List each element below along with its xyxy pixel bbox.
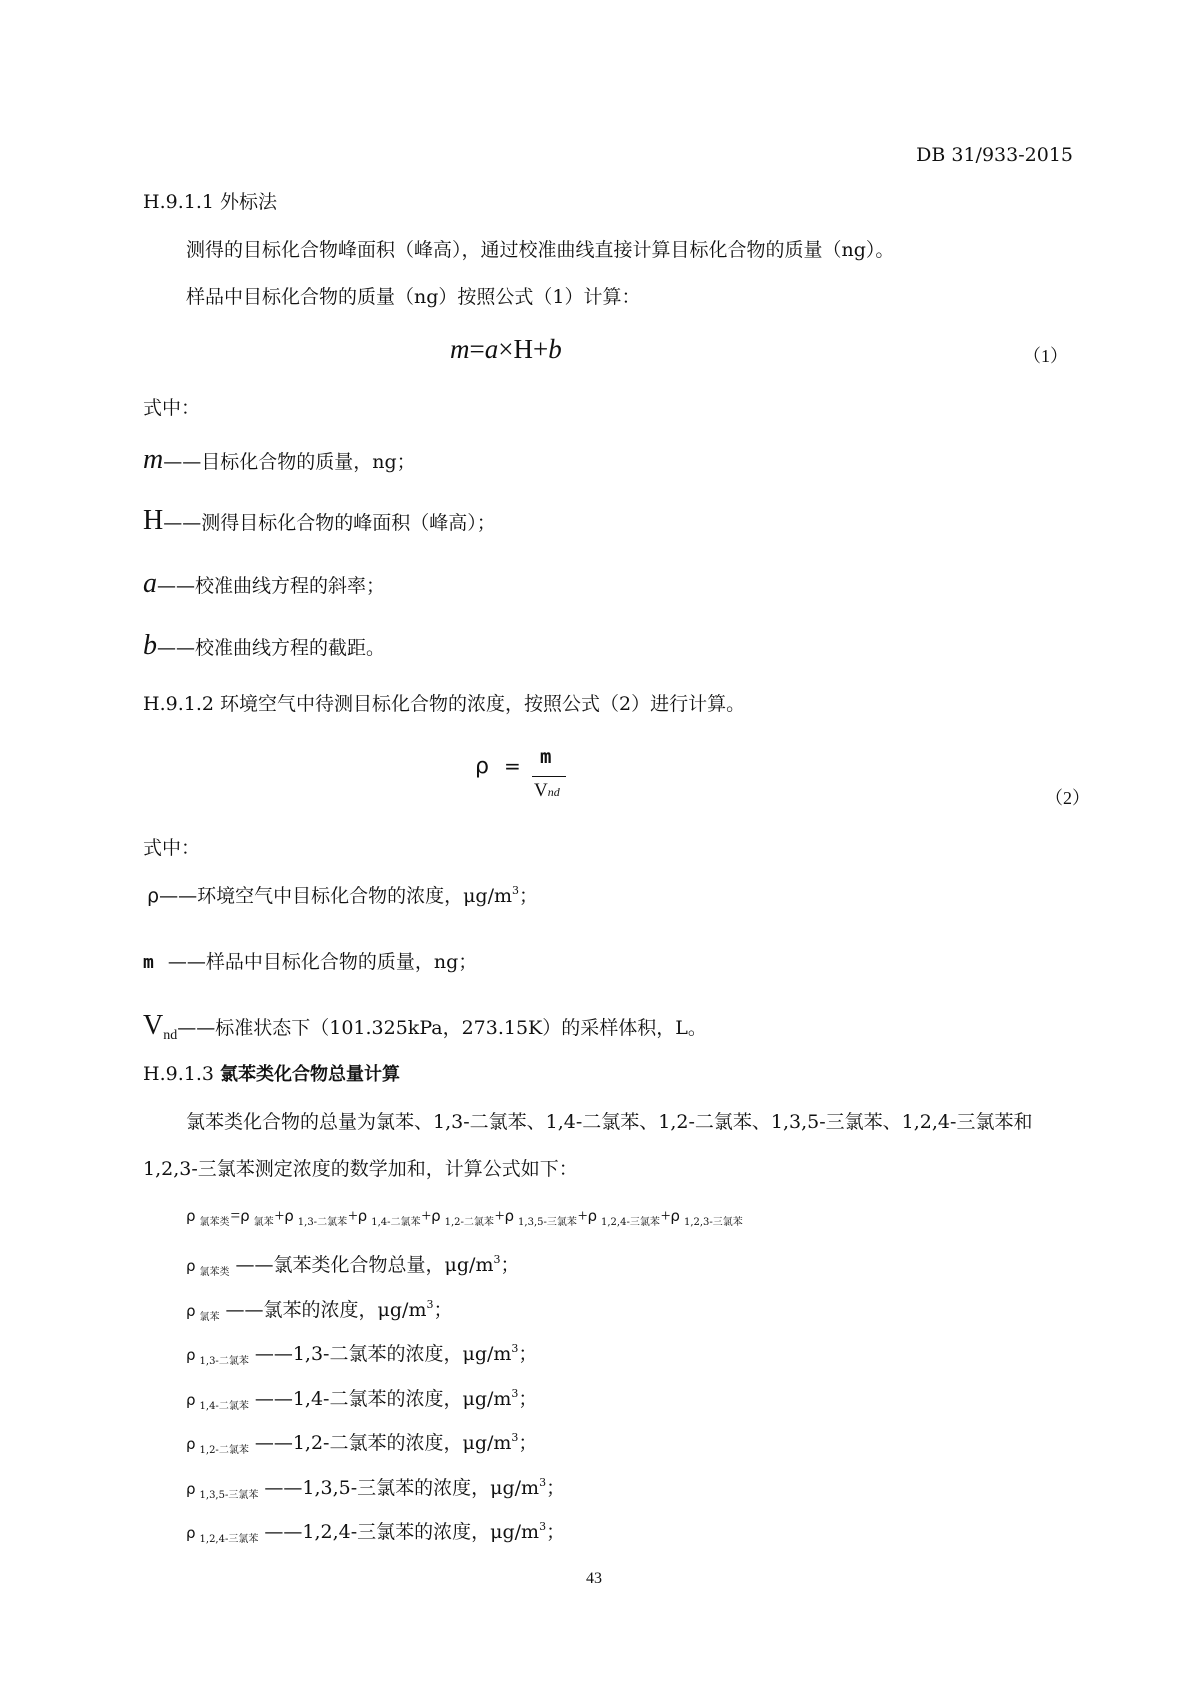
definition-a: a——校准曲线方程的斜率；	[143, 568, 386, 599]
definition-sub: 氯苯	[199, 1311, 220, 1323]
fraction-numerator: m	[540, 746, 552, 768]
formula-operator: +	[421, 1206, 432, 1225]
definition-end: ；	[546, 1521, 566, 1543]
definition-rho: ρ	[186, 1301, 196, 1320]
sum-formula	[186, 1206, 744, 1228]
definition-sup: 3	[511, 1342, 519, 1355]
definition-desc: ——1,2,4-三氯苯的浓度，μg/m	[264, 1521, 540, 1543]
definition-desc: ——1,2-二氯苯的浓度，μg/m	[254, 1432, 512, 1454]
formula-operator: +	[577, 1206, 588, 1225]
formula-subscript: 1,2,3-三氯苯	[683, 1217, 743, 1228]
definition-desc: ——1,3-二氯苯的浓度，μg/m	[254, 1343, 512, 1365]
definition-sup: 3	[426, 1297, 434, 1311]
section-heading-h911: H.9.1.1 外标法	[143, 191, 277, 213]
definition-row	[186, 1339, 537, 1367]
formula-subscript: 1,3-二氯苯	[297, 1217, 348, 1228]
section-heading-h912: H.9.1.2 环境空气中待测目标化合物的浓度，按照公式（2）进行计算。	[143, 693, 746, 715]
equation-2-equals: =	[504, 754, 521, 778]
paragraph: 氯苯类化合物的总量为氯苯、1,3-二氯苯、1,4-二氯苯、1,2-二氯苯、1,3,5-三氯苯、1,2,4-三氯苯和	[186, 1111, 1033, 1133]
formula-operator: +	[274, 1206, 285, 1225]
formula-subscript: 氯苯	[253, 1217, 274, 1228]
definition-rho: ρ	[186, 1479, 196, 1498]
definition-desc: ——1,3,5-三氯苯的浓度，μg/m	[264, 1476, 540, 1499]
definition-b: b——校准曲线方程的截距。	[143, 630, 386, 661]
definition-end: ；	[433, 1298, 453, 1321]
formula-operator: +	[494, 1206, 505, 1225]
definition-sub: 氯苯类	[199, 1267, 230, 1278]
definition-sup: 3	[511, 1386, 519, 1400]
definition-m: m——目标化合物的质量，ng；	[143, 444, 416, 475]
definition-rho: ρ	[186, 1524, 196, 1542]
definition-row	[186, 1250, 519, 1278]
section-heading-h913: H.9.1.3 氯苯类化合物总量计算	[143, 1063, 400, 1085]
definition-h: H——测得目标化合物的峰面积（峰高）；	[143, 505, 496, 536]
formula-operator: +	[660, 1206, 671, 1225]
definition-row	[186, 1384, 537, 1412]
definition-rho: ρ	[186, 1435, 196, 1453]
equation-2-rho: ρ	[475, 754, 489, 779]
definition-rho: ρ	[186, 1257, 196, 1275]
formula-rho: ρ	[587, 1207, 597, 1225]
formula-subscript: 1,4-二氯苯	[371, 1217, 421, 1228]
definition-desc: ——氯苯的浓度，μg/m	[225, 1298, 427, 1321]
definition-sub: 1,2,4-三氯苯	[199, 1534, 259, 1545]
definition-end: ；	[500, 1254, 520, 1276]
definition-row	[186, 1295, 452, 1323]
formula-subscript: 1,2,4-三氯苯	[601, 1217, 660, 1228]
definition-rho: ρ——环境空气中目标化合物的浓度，$\mu g/m^3$；	[147, 884, 539, 907]
definition-end: ；	[518, 1432, 538, 1454]
paragraph: 1,2,3-三氯苯测定浓度的数学加和，计算公式如下：	[143, 1158, 578, 1180]
definition-m: m ——样品中目标化合物的质量，ng；	[143, 951, 478, 973]
definition-desc: ——1,4-二氯苯的浓度，μg/m	[254, 1387, 512, 1410]
definition-rho: ρ	[186, 1346, 196, 1364]
formula-rho: ρ	[357, 1207, 368, 1225]
paragraph: 测得的目标化合物峰面积（峰高），通过校准曲线直接计算目标化合物的质量（ng）。	[186, 239, 895, 261]
formula-rho: ρ	[284, 1207, 294, 1225]
formula-operator: +	[348, 1206, 358, 1225]
definition-desc: ——氯苯类化合物总量，μg/m	[235, 1254, 494, 1276]
formula-rho: ρ	[240, 1207, 250, 1225]
formula-rho: ρ	[670, 1207, 680, 1225]
equation-2-fraction	[532, 740, 568, 800]
formula-subscript: 1,3,5-三氯苯	[518, 1217, 577, 1228]
fraction-denominator: Vnd	[534, 780, 560, 801]
fraction-bar	[532, 776, 566, 777]
equation-1: m=a×H+b	[450, 334, 562, 364]
page-number: 43	[586, 1570, 602, 1587]
formula-subscript: 1,2-二氯苯	[444, 1217, 494, 1228]
definition-vnd: Vnd——标准状态下（101.325kPa，273.15K）的采样体积，L。	[143, 1010, 707, 1043]
definition-row	[186, 1473, 565, 1501]
definition-sup: 3	[511, 1431, 519, 1444]
document-id: DB 31/933-2015	[916, 144, 1073, 166]
definition-sub: 1,3,5-三氯苯	[199, 1489, 259, 1501]
formula-operator: =	[230, 1206, 241, 1225]
equation-number: （1）	[1023, 346, 1068, 366]
definition-sup: 3	[493, 1253, 501, 1266]
where-label: 式中：	[143, 397, 201, 419]
where-label: 式中：	[143, 837, 201, 859]
formula-rho: ρ	[186, 1207, 196, 1225]
definition-end: ；	[518, 1343, 538, 1365]
definition-end: ；	[546, 1476, 566, 1499]
definition-sub: 1,2-二氯苯	[199, 1445, 249, 1456]
definition-rho: ρ	[186, 1390, 196, 1409]
definition-sub: 1,3-二氯苯	[199, 1356, 249, 1367]
paragraph: 样品中目标化合物的质量（ng）按照公式（1）计算：	[186, 286, 641, 308]
formula-rho: ρ	[504, 1207, 515, 1225]
equation-number: （2）	[1045, 788, 1090, 808]
definition-sup: 3	[539, 1475, 547, 1489]
definition-row	[186, 1428, 537, 1456]
definition-row	[186, 1517, 565, 1545]
formula-rho: ρ	[431, 1207, 441, 1225]
definition-sub: 1,4-二氯苯	[199, 1400, 249, 1412]
definition-sup: 3	[539, 1520, 547, 1533]
definition-end: ；	[518, 1387, 538, 1410]
formula-subscript: 氯苯类	[199, 1217, 230, 1228]
